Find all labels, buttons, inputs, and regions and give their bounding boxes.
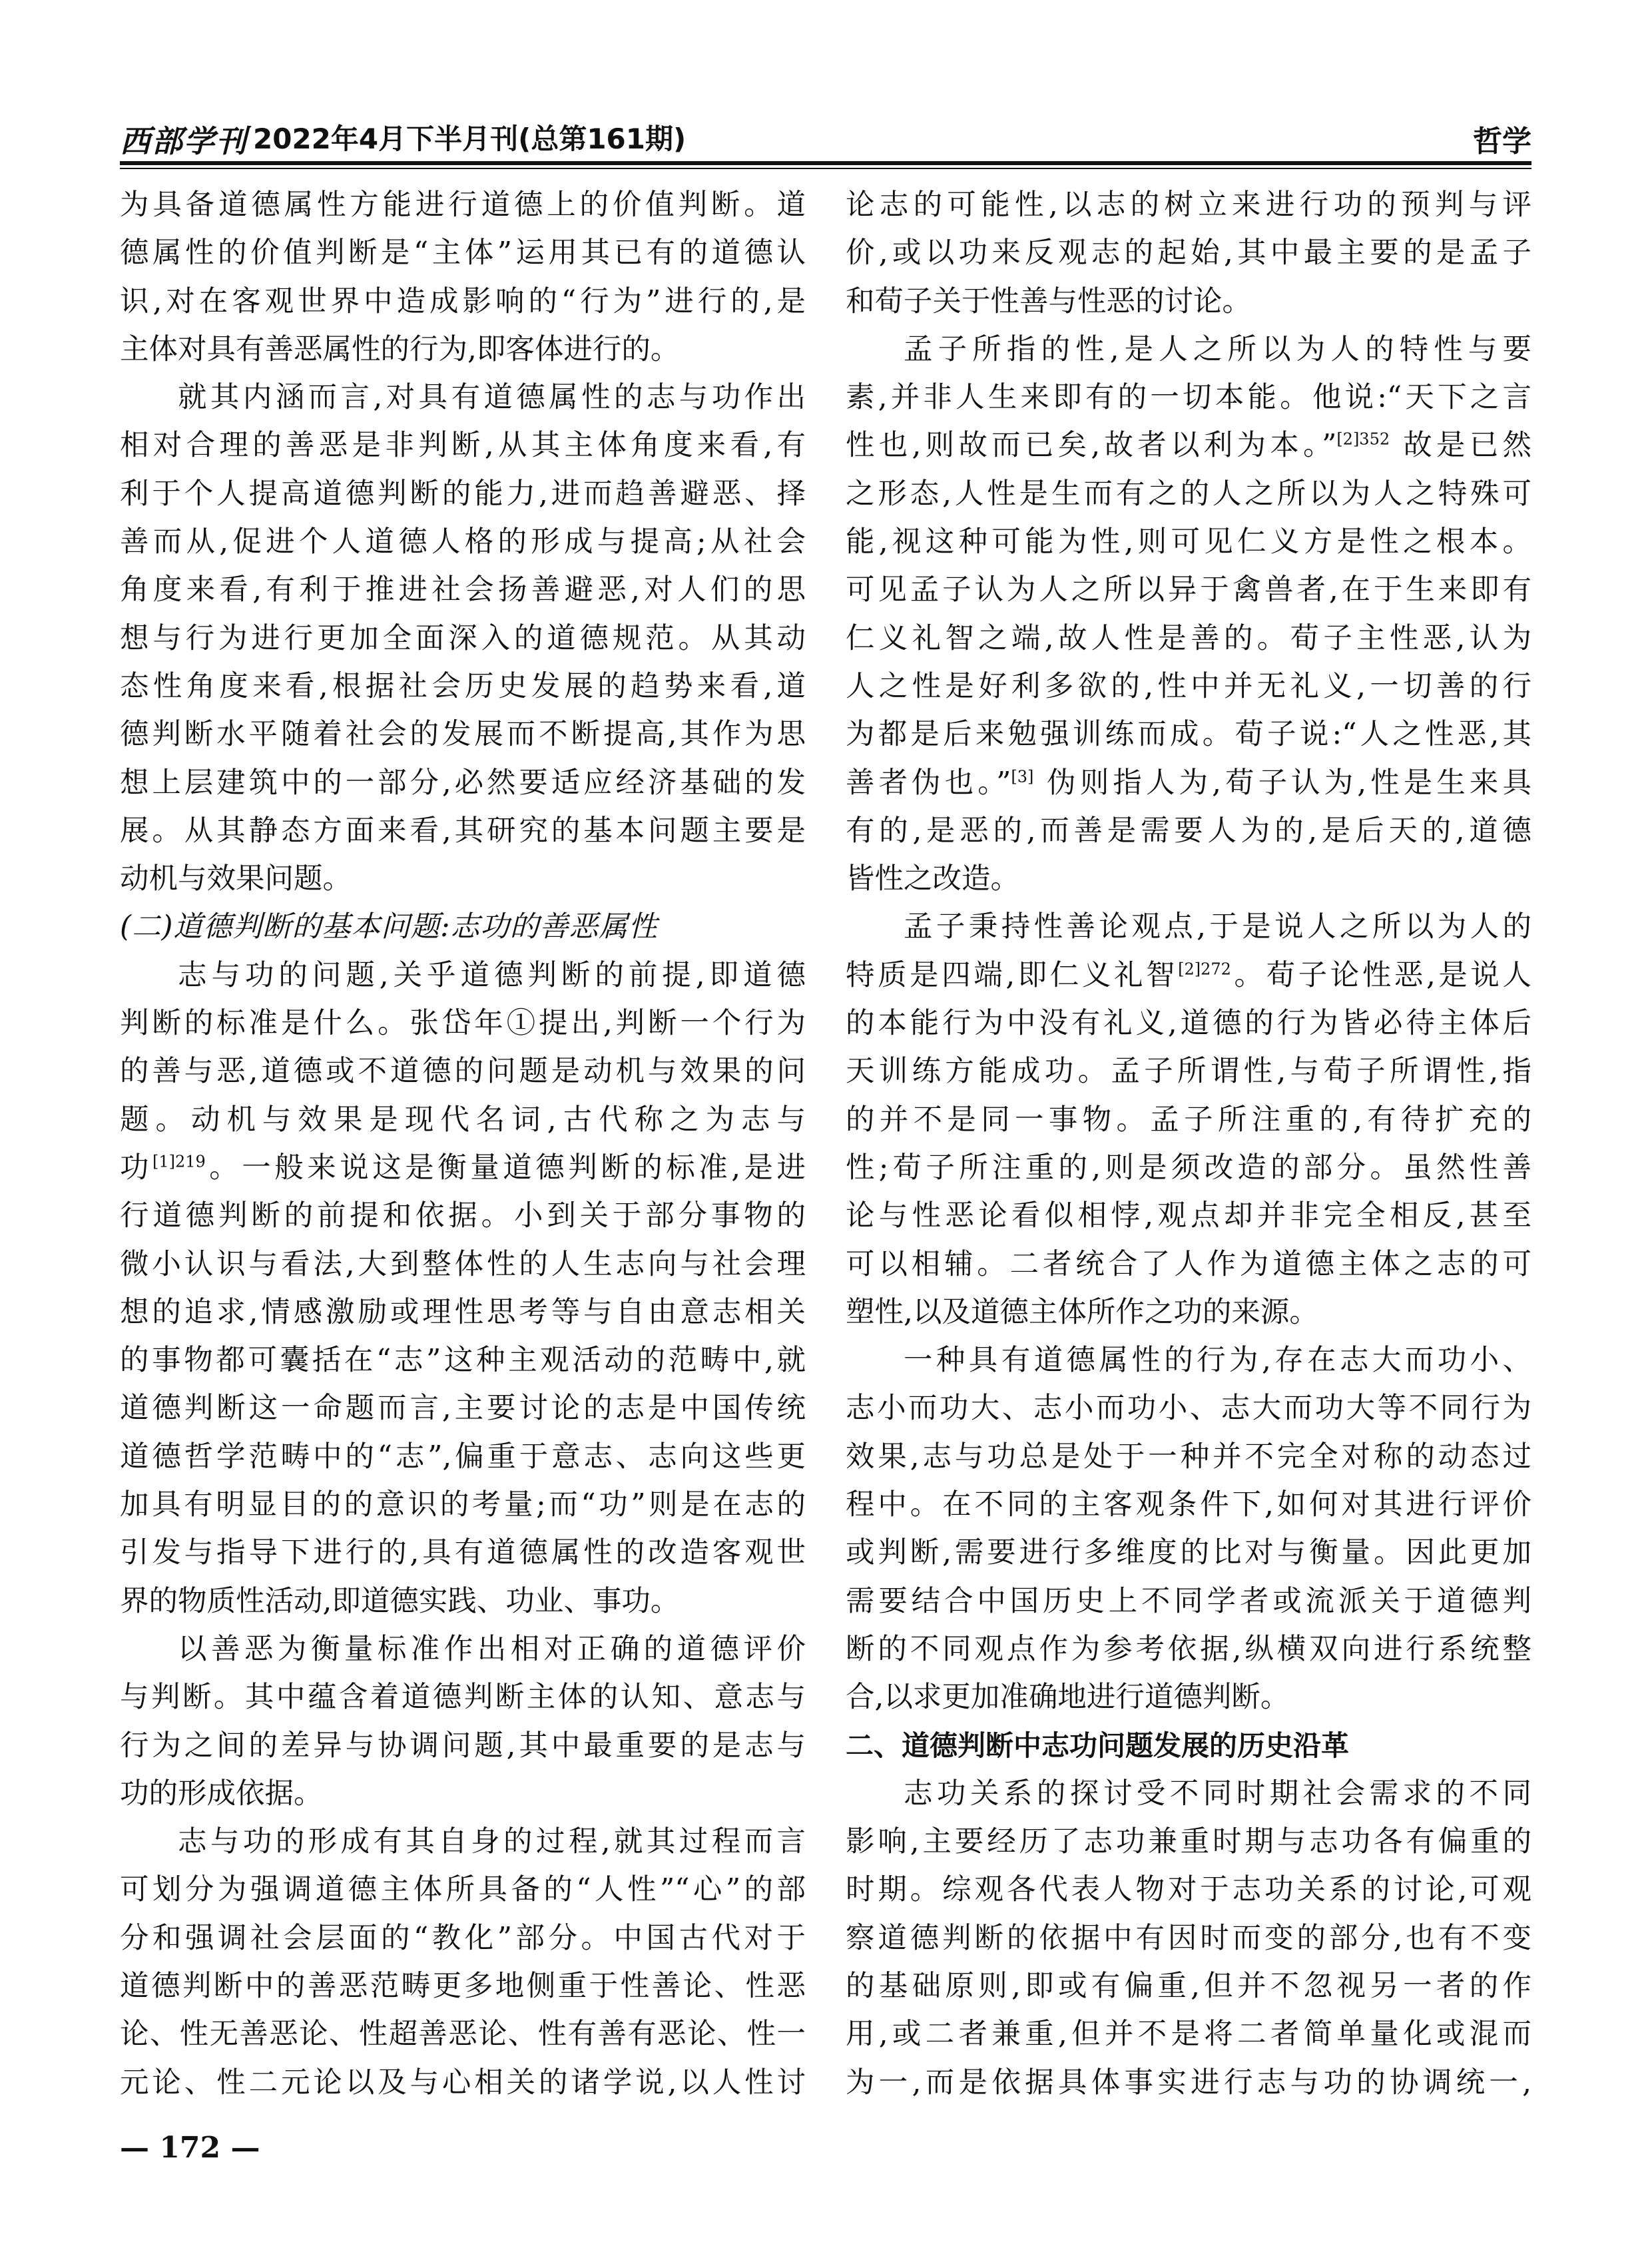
text-line: 为都是后来勉强训练而成。荀子说:“人之性恶,其 [846,718,1531,752]
section-label: 哲学 [1473,125,1531,158]
text-line: 就其内涵而言,对具有道德属性的志与功作出 [178,381,806,415]
text-line: 加具有明显目的的意识的考量;而“功”则是在志的 [120,1488,806,1522]
text-line: 特质是四端,即仁义礼智$^{[2]272}$。荀子论性恶,是说人 [846,958,1532,992]
text-line: 影响,主要经历了志功兼重时期与志功各有偏重的 [846,1825,1531,1859]
text-line: 察道德判断的依据中有因时而变的部分,也有不变 [846,1921,1531,1955]
text-line: 效果,志与功总是处于一种并不完全对称的动态过 [846,1440,1531,1474]
text-line: 想的追求,情感激励或理性思考等与自由意志相关 [120,1295,806,1329]
text-line: 程中。在不同的主客观条件下,如何对其进行评价 [846,1488,1531,1522]
citation-ref: [2]352 [1336,429,1390,449]
text-line: 行道德判断的前提和依据。小到关于部分事物的 [120,1199,806,1233]
text-line: 论与性恶论看似相悖,观点却并非完全相反,甚至 [846,1199,1531,1233]
text-line: 有的,是恶的,而善是需要人为的,是后天的,道德 [846,814,1531,848]
text-line: 合,以求更加准确地进行道德判断。 [846,1681,1290,1715]
text-line: 可以相辅。二者统合了人作为道德主体之志的可 [846,1247,1531,1281]
text-line: 元论、性二元论以及与心相关的诸学说,以人性讨 [120,2066,806,2100]
text-line: 想与行为进行更加全面深入的道德规范。从其动 [120,621,806,655]
citation-ref: [2]272 [1178,960,1231,979]
page-header [120,112,1531,165]
text-line: 以善恶为衡量标准作出相对正确的道德评价 [178,1632,806,1666]
text-line: 态性角度来看,根据社会历史发展的趋势来看,道 [120,669,806,703]
text-line: 主体对具有善恶属性的行为,即客体进行的。 [120,332,680,366]
text-line: 道德判断中的善恶范畴更多地侧重于性善论、性恶 [120,1969,806,2003]
text-line: 时期。综观各代表人物对于志功关系的讨论,可观 [846,1873,1531,1907]
text-line: 能,视这种可能为性,则可见仁义方是性之根本。 [846,525,1531,559]
text-line: 利于个人提高道德判断的能力,进而趋善避恶、择 [120,477,806,511]
text-line: 用,或二者兼重,但并不是将二者简单量化或混而 [846,2018,1531,2052]
header-rule-thin [120,168,1531,169]
text-line: 动机与效果问题。 [120,862,352,896]
journal-logo: 西部学刊 [120,123,248,159]
text-line: 孟子所指的性,是人之所以为人的特性与要 [904,332,1531,366]
text-line: 价,或以功来反观志的起始,其中最主要的是孟子 [846,236,1531,270]
text-line: 性也,则故而已矣,故者以利为本。”$^{[2]352}$ 故是已然 [846,429,1531,463]
text-line: 皆性之改造。 [846,862,1019,896]
text-line: 德属性的价值判断是“主体”运用其已有的道德认 [120,236,806,270]
text-line: 分和强调社会层面的“教化”部分。中国古代对于 [120,1921,806,1955]
text-line: 可划分为强调道德主体所具备的“人性”“心”的部 [120,1873,806,1907]
left-column [120,181,806,2107]
text-line: 的并不是同一事物。孟子所注重的,有待扩充的 [846,1103,1531,1137]
text-line: 题。动机与效果是现代名词,古代称之为志与 [120,1103,806,1137]
text-line: 行为之间的差异与协调问题,其中最重要的是志与 [120,1729,806,1763]
text-line: 相对合理的善恶是非判断,从其主体角度来看,有 [120,429,806,463]
text-line: 塑性,以及道德主体所作之功的来源。 [846,1295,1318,1329]
text-line: 判断的标准是什么。张岱年①提出,判断一个行为 [120,1007,806,1041]
section-heading: 二、道德判断中志功问题发展的历史沿革 [846,1729,1350,1762]
text-line: 需要结合中国历史上不同学者或流派关于道德判 [846,1584,1531,1618]
header-rule [120,161,1531,165]
text-line: 德判断水平随着社会的发展而不断提高,其作为思 [120,718,806,752]
citation-ref: [1]219 [152,1152,206,1171]
page-number: — 172 — [120,2131,260,2165]
text-line: 断的不同观点作为参考依据,纵横双向进行系统整 [846,1632,1531,1666]
text-line: 志与功的形成有其自身的过程,就其过程而言 [178,1825,806,1859]
text-line: 善而从,促进个人道德人格的形成与提高;从社会 [120,525,806,559]
text-line: 界的物质性活动,即道德实践、功业、事功。 [120,1584,680,1618]
text-line: 的事物都可囊括在“志”这种主观活动的范畴中,就 [120,1344,806,1378]
text-line: 引发与指导下进行的,具有道德属性的改造客观世 [120,1536,806,1570]
text-line: 想上层建筑中的一部分,必然要适应经济基础的发 [120,766,806,800]
text-line: 志功关系的探讨受不同时期社会需求的不同 [904,1777,1531,1811]
text-line: 道德哲学范畴中的“志”,偏重于意志、志向这些更 [120,1440,806,1474]
text-line: 素,并非人生来即有的一切本能。他说:“天下之言 [846,381,1531,415]
text-line: 的基础原则,即或有偏重,但并不忽视另一者的作 [846,1969,1531,2003]
text-line: 展。从其静态方面来看,其研究的基本问题主要是 [120,814,806,848]
text-line: 志小而功大、志小而功小、志大而功大等不同行为 [846,1392,1531,1426]
text-line: 之形态,人性是生而有之的人之所以为人之特殊可 [846,477,1531,511]
text-line: 性;荀子所注重的,则是须改造的部分。虽然性善 [846,1151,1531,1185]
text-line: 功的形成依据。 [120,1777,323,1811]
text-line: 论志的可能性,以志的树立来进行功的预判与评 [846,188,1531,222]
text-line: 为一,而是依据具体事实进行志与功的协调统一, [846,2066,1531,2100]
text-line: 为具备道德属性方能进行道德上的价值判断。道 [120,188,806,222]
text-line: 善者伪也。”[3] 伪则指人为,荀子认为,性是生来具 [846,766,1531,800]
text-line: 与判断。其中蕴含着道德判断主体的认知、意志与 [120,1681,806,1715]
section-heading: (二)道德判断的基本问题:志功的善恶属性 [120,910,659,944]
issue-info: 2022年4月下半月刊(总第161期) [253,123,687,155]
citation-ref: [3] [1011,767,1034,786]
text-line: 孟子秉持性善论观点,于是说人之所以为人的 [904,910,1531,944]
text-line: 和荀子关于性善与性恶的讨论。 [846,284,1251,318]
text-line: 仁义礼智之端,故人性是善的。荀子主性恶,认为 [846,621,1531,655]
text-line: 天训练方能成功。孟子所谓性,与荀子所谓性,指 [846,1055,1531,1089]
text-line: 论、性无善恶论、性超善恶论、性有善有恶论、性一 [120,2018,806,2052]
text-line: 道德判断这一命题而言,主要讨论的志是中国传统 [120,1392,806,1426]
text-line: 一种具有道德属性的行为,存在志大而功小、 [904,1344,1531,1378]
right-column [846,181,1531,2107]
text-line: 功$^{[1]219}$。一般来说这是衡量道德判断的标准,是进 [120,1151,806,1185]
text-line: 可见孟子认为人之所以异于禽兽者,在于生来即有 [846,573,1531,607]
text-line: 识,对在客观世界中造成影响的“行为”进行的,是 [120,284,806,318]
text-line: 的善与恶,道德或不道德的问题是动机与效果的问 [120,1055,806,1089]
text-line: 志与功的问题,关乎道德判断的前提,即道德 [178,958,806,992]
text-line: 或判断,需要进行多维度的比对与衡量。因此更加 [846,1536,1531,1570]
text-line: 角度来看,有利于推进社会扬善避恶,对人们的思 [120,573,806,607]
text-line: 人之性是好利多欲的,性中并无礼义,一切善的行 [846,669,1531,703]
text-line: 的本能行为中没有礼义,道德的行为皆必待主体后 [846,1007,1531,1041]
text-line: 微小认识与看法,大到整体性的人生志向与社会理 [120,1247,806,1281]
